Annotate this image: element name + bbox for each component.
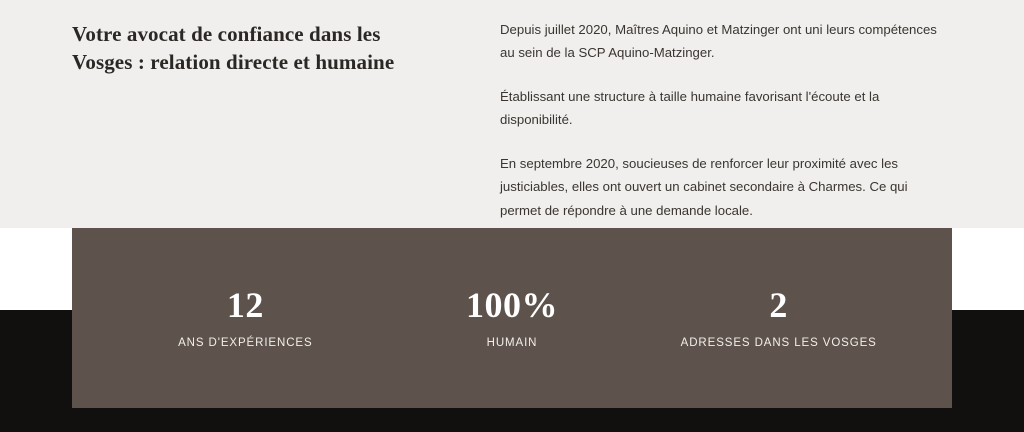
stat-label: HUMAIN	[486, 337, 538, 349]
intro-paragraph: Établissant une structure à taille humaine favorisant l'écoute et la disponibilité.	[500, 89, 880, 128]
stat-value: 100%	[466, 285, 558, 325]
stats-card	[72, 228, 952, 408]
stat-label: ADRESSES DANS LES VOSGES	[680, 337, 877, 349]
intro-paragraph: Depuis juillet 2020, Maîtres Aquino et Matzinger ont uni leurs compétences au sein de la SCP Aquino-Matzinger.	[500, 22, 937, 61]
stat-value: 12	[226, 285, 264, 325]
stat-label: ANS D'EXPÉRIENCES	[178, 337, 313, 349]
stat-item-experience	[112, 287, 379, 349]
page-title: Votre avocat de confiance dans les Vosges : relation directe et humaine	[72, 22, 395, 75]
stat-value: 2	[769, 285, 788, 325]
intro-content	[72, 18, 952, 222]
stat-item-human	[379, 287, 646, 349]
intro-paragraph: En septembre 2020, soucieuses de renforcer leur proximité avec les justiciables, elles ont ouvert un cabinet secondaire à Charmes. Ce qui permet de répondre à une demande locale.	[500, 156, 908, 218]
stat-item-addresses	[645, 287, 912, 349]
intro-body	[500, 18, 952, 222]
